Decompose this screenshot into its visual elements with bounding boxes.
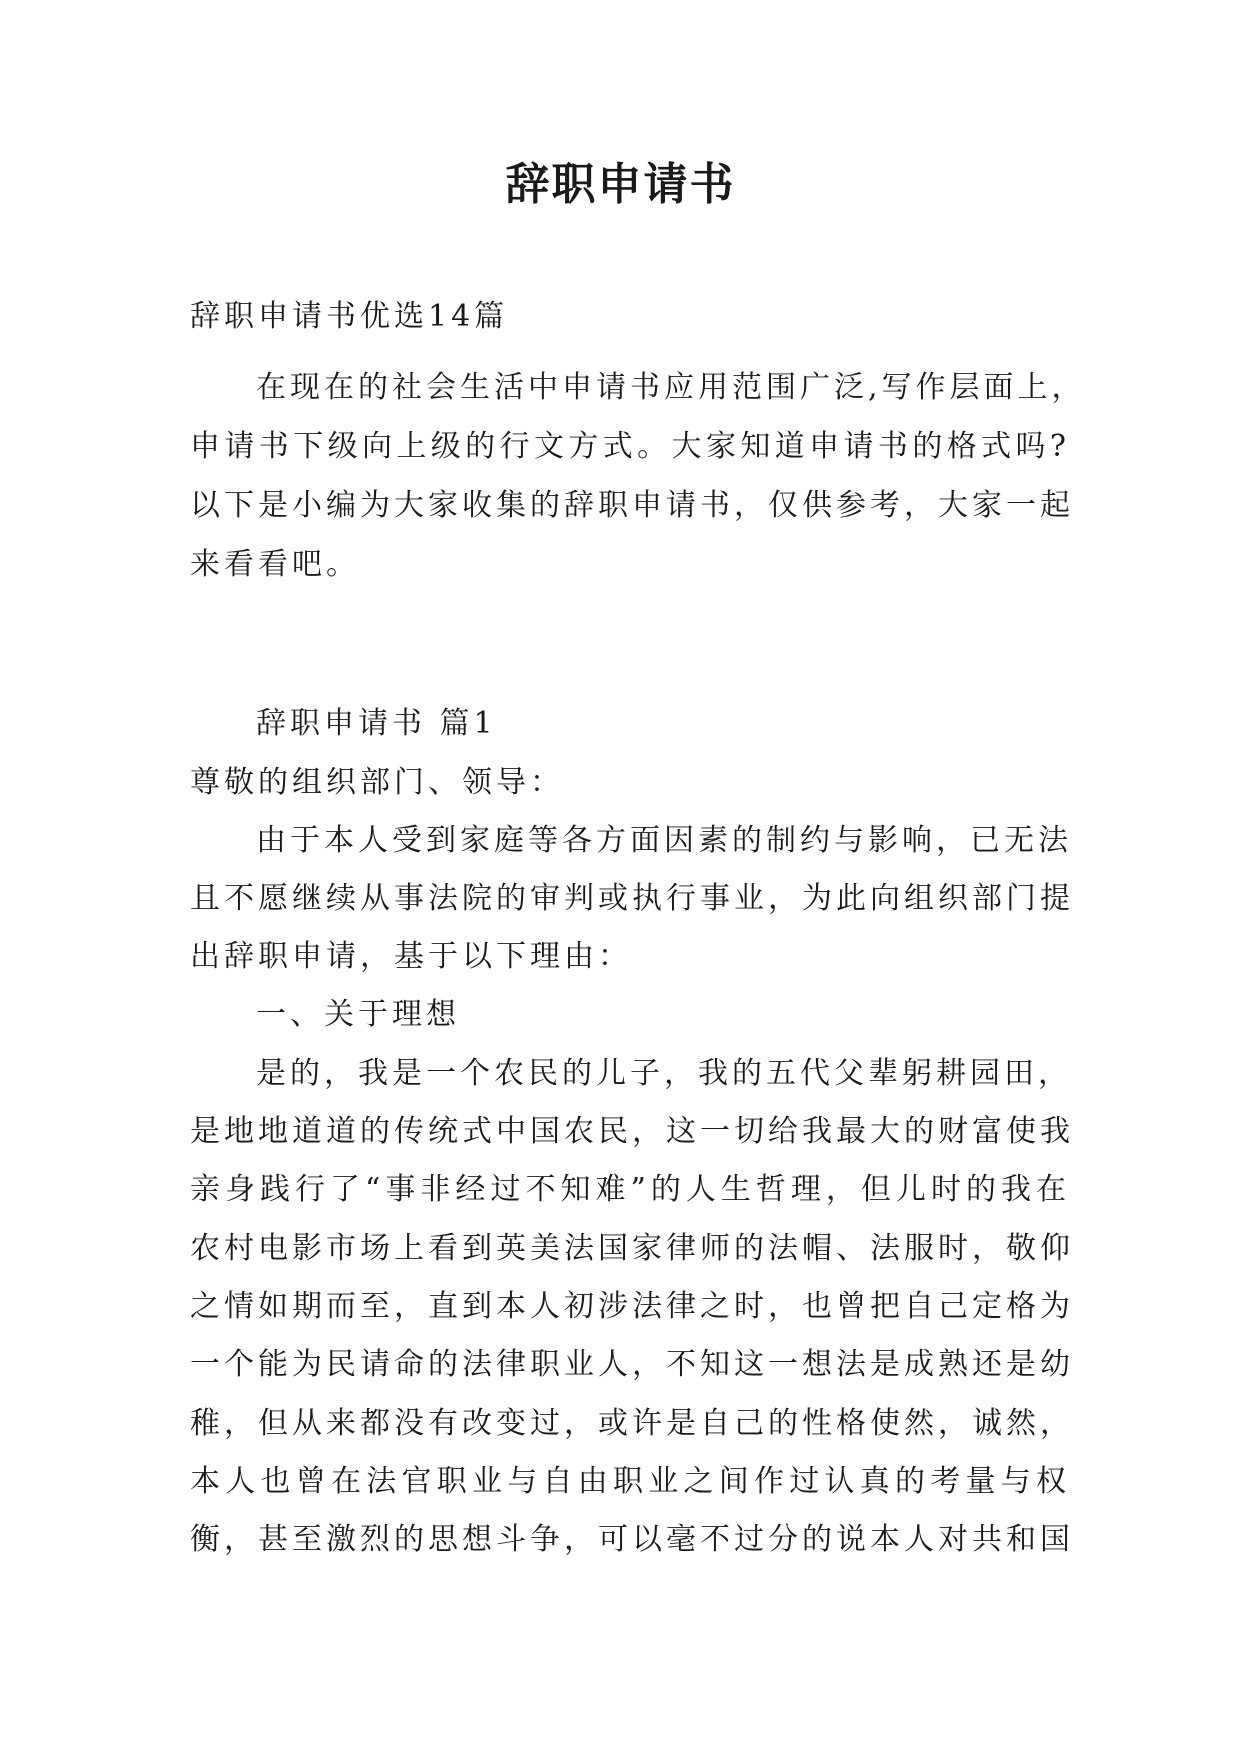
body-line: 出辞职申请，基于以下理由： — [190, 939, 632, 974]
salutation: 尊敬的组织部门、领导： — [190, 765, 564, 800]
body-line: 衡，甚至激烈的思想斗争，可以毫不过分的说本人对共和国 — [190, 1522, 1074, 1557]
body-line: 且不愿继续从事法院的审判或执行事业，为此向组织部门提 — [190, 881, 1074, 916]
intro-line: 申请书下级向上级的行文方式。大家知道申请书的格式吗? — [190, 429, 1070, 464]
body-line: 是的，我是一个农民的儿子，我的五代父辈躬耕园田， — [256, 1056, 1072, 1091]
body-line: 农村电影市场上看到英美法国家律师的法帽、法服时，敬仰 — [190, 1231, 1074, 1266]
body-line: 是地地道道的传统式中国农民，这一切给我最大的财富使我 — [190, 1114, 1074, 1149]
body-line: 本人也曾在法官职业与自由职业之间作过认真的考量与权 — [190, 1464, 1070, 1499]
body-line: 之情如期而至，直到本人初涉法律之时，也曾把自己定格为 — [190, 1289, 1074, 1324]
point-heading: 一、关于理想 — [256, 997, 460, 1032]
body-line: 由于本人受到家庭等各方面因素的制约与影响，已无法 — [256, 823, 1072, 858]
intro-line: 以下是小编为大家收集的辞职申请书，仅供参考，大家一起 — [190, 488, 1074, 523]
body-line: 稚，但从来都没有改变过，或许是自己的性格使然，诚然， — [190, 1406, 1074, 1441]
body-line: 亲身践行了“事非经过不知难”的人生哲理，但儿时的我在 — [190, 1172, 1070, 1207]
intro-line: 来看看吧。 — [190, 547, 360, 582]
section-heading: 辞职申请书 篇1 — [256, 706, 497, 741]
intro-line: 在现在的社会生活中申请书应用范围广泛,写作层面上， — [256, 370, 1086, 405]
document-title: 辞职申请书 — [505, 159, 736, 210]
body-line: 一个能为民请命的法律职业人，不知这一想法是成熟还是幼 — [190, 1347, 1074, 1382]
document-subtitle: 辞职申请书优选14篇 — [190, 299, 509, 334]
